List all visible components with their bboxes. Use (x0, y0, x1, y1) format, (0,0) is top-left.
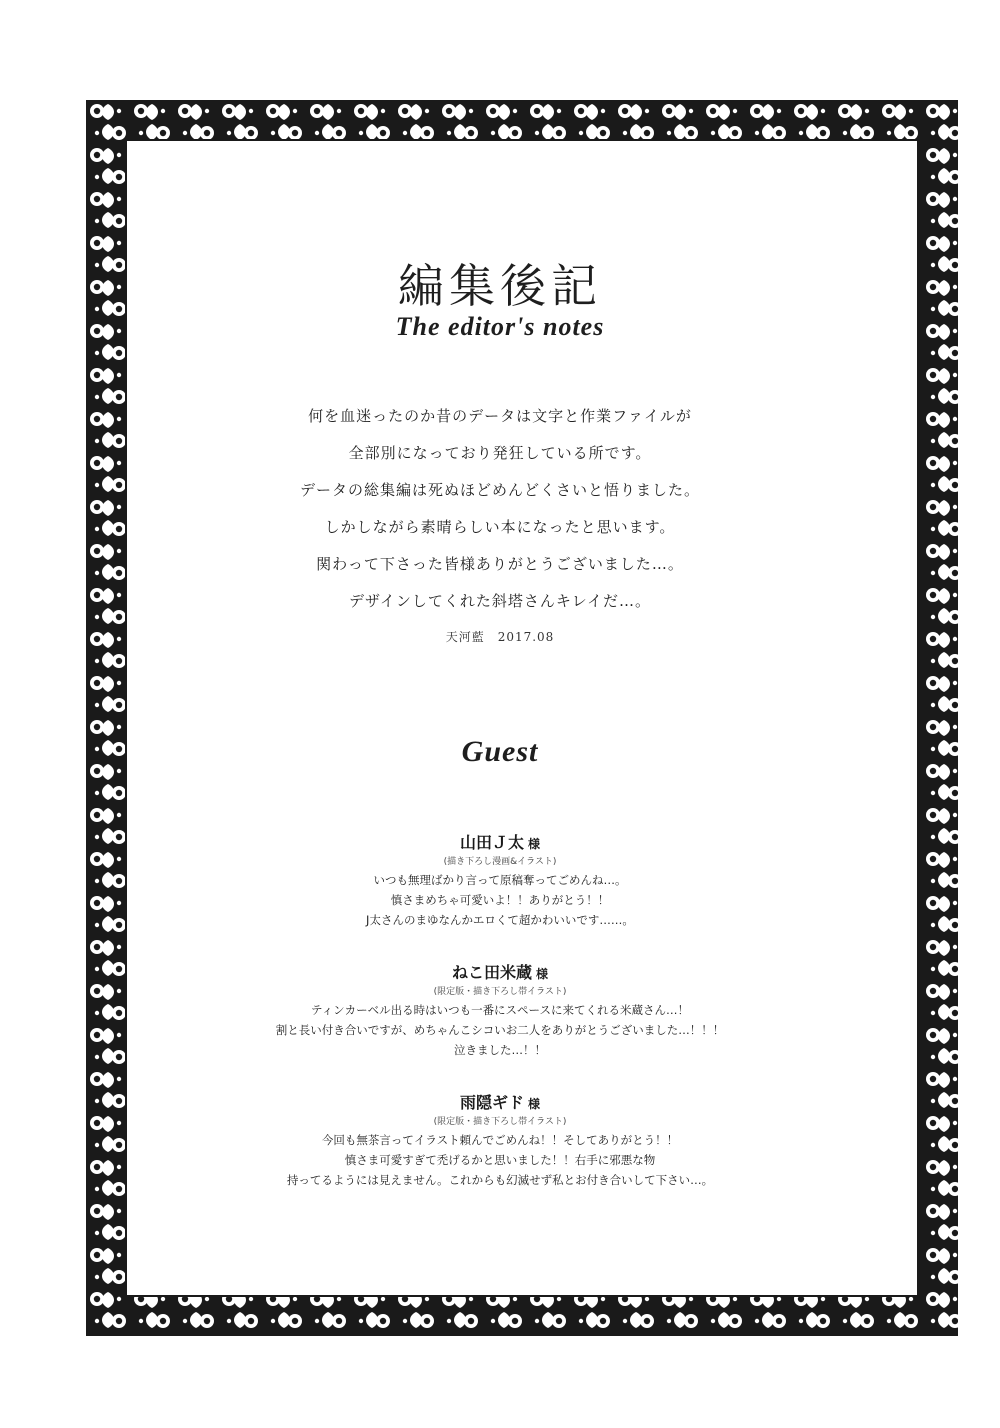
guest-role: (限定版・描き下ろし帯イラスト) (433, 987, 567, 997)
guest-message: 泣きました…！！ (454, 1043, 546, 1057)
guest-role: (描き下ろし漫画&イラスト) (443, 857, 557, 867)
guest-honorific: 様 (528, 837, 541, 851)
guest-message: 今回も無茶言ってイラスト頼んでごめんね！！そしてありがとう！！ (321, 1133, 679, 1147)
guest-name (130, 1092, 870, 1114)
page-subtitle: The editor's notes (395, 312, 605, 341)
guest-heading: Guest (461, 735, 539, 768)
guest-message: 慎さま可愛すぎて禿げるかと思いました！！右手に邪悪な物 (344, 1153, 656, 1167)
guest-name-text: ねこ田米蔵 (451, 963, 532, 982)
guest-message: ティンカーベル出る時はいつも一番にスペースに来てくれる米蔵さん…！ (310, 1003, 689, 1017)
editor-notes (130, 398, 870, 620)
guest-honorific: 様 (528, 1097, 541, 1111)
guest-message: J太さんのまゆなんかエロくて超かわいいです……。 (366, 913, 634, 927)
note-line: 関わって下さった皆様ありがとうございました…。 (316, 555, 684, 573)
guest-entry (130, 962, 870, 1060)
guest-message: いつも無理ばかり言って原稿奪ってごめんね…。 (373, 873, 627, 887)
guest-honorific: 様 (536, 967, 549, 981)
note-line: デザインしてくれた斜塔さんキレイだ…。 (348, 592, 652, 610)
guest-name (130, 962, 870, 984)
guest-role: (限定版・描き下ろし帯イラスト) (433, 1117, 567, 1127)
note-line: データの総集編は死ぬほどめんどくさいと悟りました。 (299, 481, 700, 499)
signature: 天河藍 2017.08 (445, 630, 555, 644)
guest-entry (130, 1092, 870, 1190)
guest-name (130, 832, 870, 854)
guest-name-text: 山田Ｊ太 (459, 833, 524, 852)
guest-entry (130, 832, 870, 930)
note-line: 何を血迷ったのか昔のデータは文字と作業ファイルが (308, 407, 692, 425)
page-title: 編集後記 (398, 259, 602, 313)
note-line: 全部別になっており発狂している所です。 (348, 444, 652, 462)
guest-message: 割と長い付き合いですが、めちゃんこシコいお二人をありがとうございました…！！！ (275, 1023, 725, 1037)
note-line: しかしながら素晴らしい本になったと思います。 (324, 518, 676, 536)
guest-name-text: 雨隠ギド (459, 1093, 524, 1112)
guest-message: 慎さまめちゃ可愛いよ！！ありがとう！！ (390, 893, 610, 907)
guest-message: 持ってるようには見えません。これからも幻滅せず私とお付き合いして下さい…。 (286, 1173, 714, 1187)
